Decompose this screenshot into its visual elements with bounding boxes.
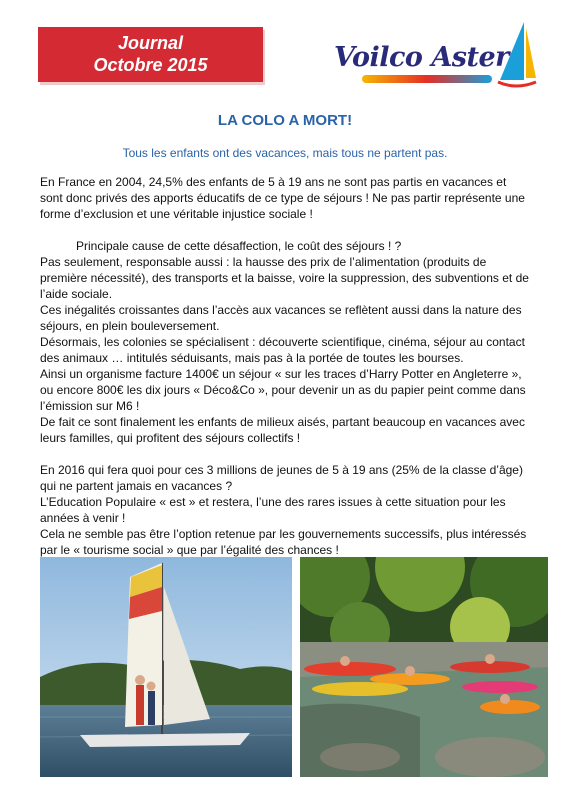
paragraph: Principale cause de cette désaffection, le coût des séjours ! ? (76, 239, 402, 253)
paragraph: De fait ce sont finalement les enfants de milieux aisés, partant beaucoup en vacances avec leurs familles, qui profitent des séjours collectifs ! (40, 415, 525, 445)
article-body (40, 174, 530, 558)
journal-label: Journal (117, 33, 183, 53)
paragraph: En France en 2004, 24,5% des enfants de 5 à 19 ans ne sont pas partis en vacances et sont donc privés des apports éducatifs de ce type de séjours ! Ne pas partir représente une forme d’exclusion et une véritable injustice sociale ! (40, 175, 525, 221)
paragraph: En 2016 qui fera quoi pour ces 3 millions de jeunes de 5 à 19 ans (25% de la classe d’âge) qui ne partent jamais en vacances ? (40, 463, 523, 493)
journal-banner (38, 27, 263, 82)
paragraph: L’Education Populaire « est » et restera, l’une des rares issues à cette situation pour les années à venir ! (40, 495, 506, 525)
sail-icon (494, 20, 538, 88)
sailing-photo (40, 557, 292, 777)
voilco-aster-logo (332, 20, 542, 90)
paragraph: Ces inégalités croissantes dans l’accès aux vacances se reflètent aussi dans la nature des séjours, en plein bouleversement. (40, 303, 522, 333)
paragraph: Cela ne semble pas être l’option retenue par les gouvernements successifs, plus intéressés par le « tourisme social » que par l’égalité des chances ! (40, 527, 527, 557)
paragraph: Pas seulement, responsable aussi : la hausse des prix de l’alimentation (produits de première nécessité), des transports et la baisse, voire la suppression, des subventions et de l’aide sociale. (40, 255, 529, 301)
paragraph: Ainsi un organisme facture 1400€ un séjour « sur les traces d’Harry Potter en Angleterre », ou encore 800€ les dix jours « Déco&Co », pour devenir un as du papier peint comme dans l’émission sur M6 ! (40, 367, 526, 413)
journal-date: Octobre 2015 (93, 55, 208, 75)
kayak-photo (300, 557, 548, 777)
paragraph: Désormais, les colonies se spécialisent : découverte scientifique, cinéma, séjour au contact des animaux … intitulés séduisants, mais pas à la portée de toutes les bourses. (40, 335, 525, 365)
logo-text: Voilco Aster (334, 42, 509, 73)
article-subtitle: Tous les enfants ont des vacances, mais tous ne partent pas. (122, 146, 448, 160)
logo-swoosh (362, 75, 492, 83)
article-title: LA COLO A MORT! (217, 112, 353, 129)
